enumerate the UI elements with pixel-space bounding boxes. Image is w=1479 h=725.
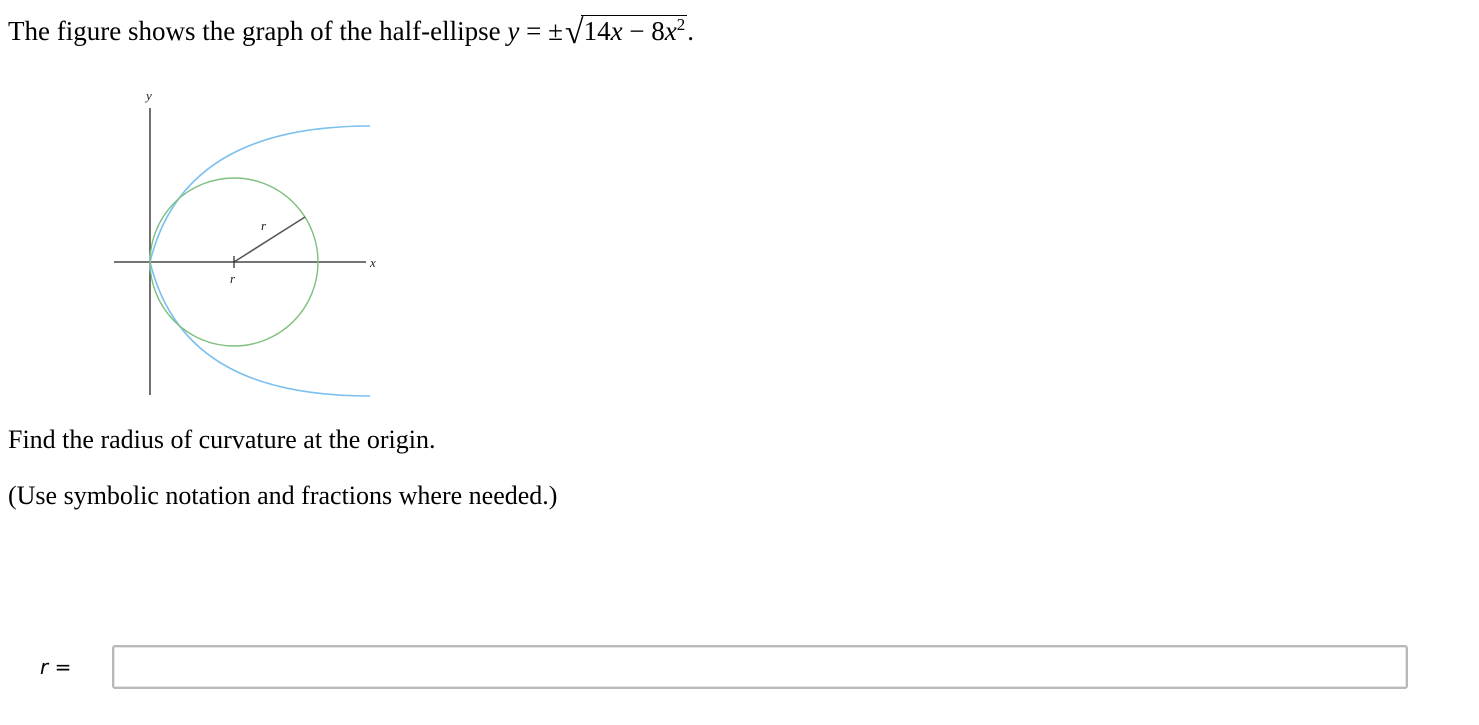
y-axis-label: y bbox=[146, 88, 152, 103]
half-ellipse-curve bbox=[150, 126, 370, 396]
equation-end-punct: . bbox=[687, 16, 695, 46]
answer-label-equals: = bbox=[54, 655, 72, 679]
radical-sign-icon: √ bbox=[564, 14, 584, 51]
radicand-var-2: x bbox=[664, 16, 677, 46]
problem-intro bbox=[8, 12, 694, 52]
radicand-coef-2: 8 bbox=[651, 16, 665, 46]
intro-text: The figure shows the graph of the half-ellipse bbox=[8, 16, 501, 46]
equation-lhs: y bbox=[507, 16, 520, 46]
radicand-minus: − bbox=[629, 16, 645, 46]
radicand-var-1: x bbox=[610, 16, 623, 46]
equation bbox=[507, 14, 695, 51]
hint-text: (Use symbolic notation and fractions where needed.) bbox=[8, 481, 558, 510]
sqrt-expression bbox=[563, 12, 687, 52]
equation-equals: = bbox=[526, 16, 542, 46]
half-ellipse-figure bbox=[100, 80, 400, 410]
equation-pm: ± bbox=[548, 16, 563, 46]
question-text: Find the radius of curvature at the origin. bbox=[8, 425, 436, 454]
radicand bbox=[581, 15, 688, 46]
radius-line bbox=[234, 217, 305, 262]
answer-label-var: r bbox=[40, 655, 49, 679]
answer-label bbox=[40, 650, 71, 684]
radicand-coef-1: 14 bbox=[583, 16, 611, 46]
answer-input[interactable] bbox=[112, 645, 1408, 689]
radius-tick-label: r bbox=[230, 271, 236, 286]
radius-line-label: r bbox=[261, 218, 267, 233]
x-axis-label: x bbox=[370, 255, 376, 270]
radicand-exponent: 2 bbox=[676, 15, 686, 34]
